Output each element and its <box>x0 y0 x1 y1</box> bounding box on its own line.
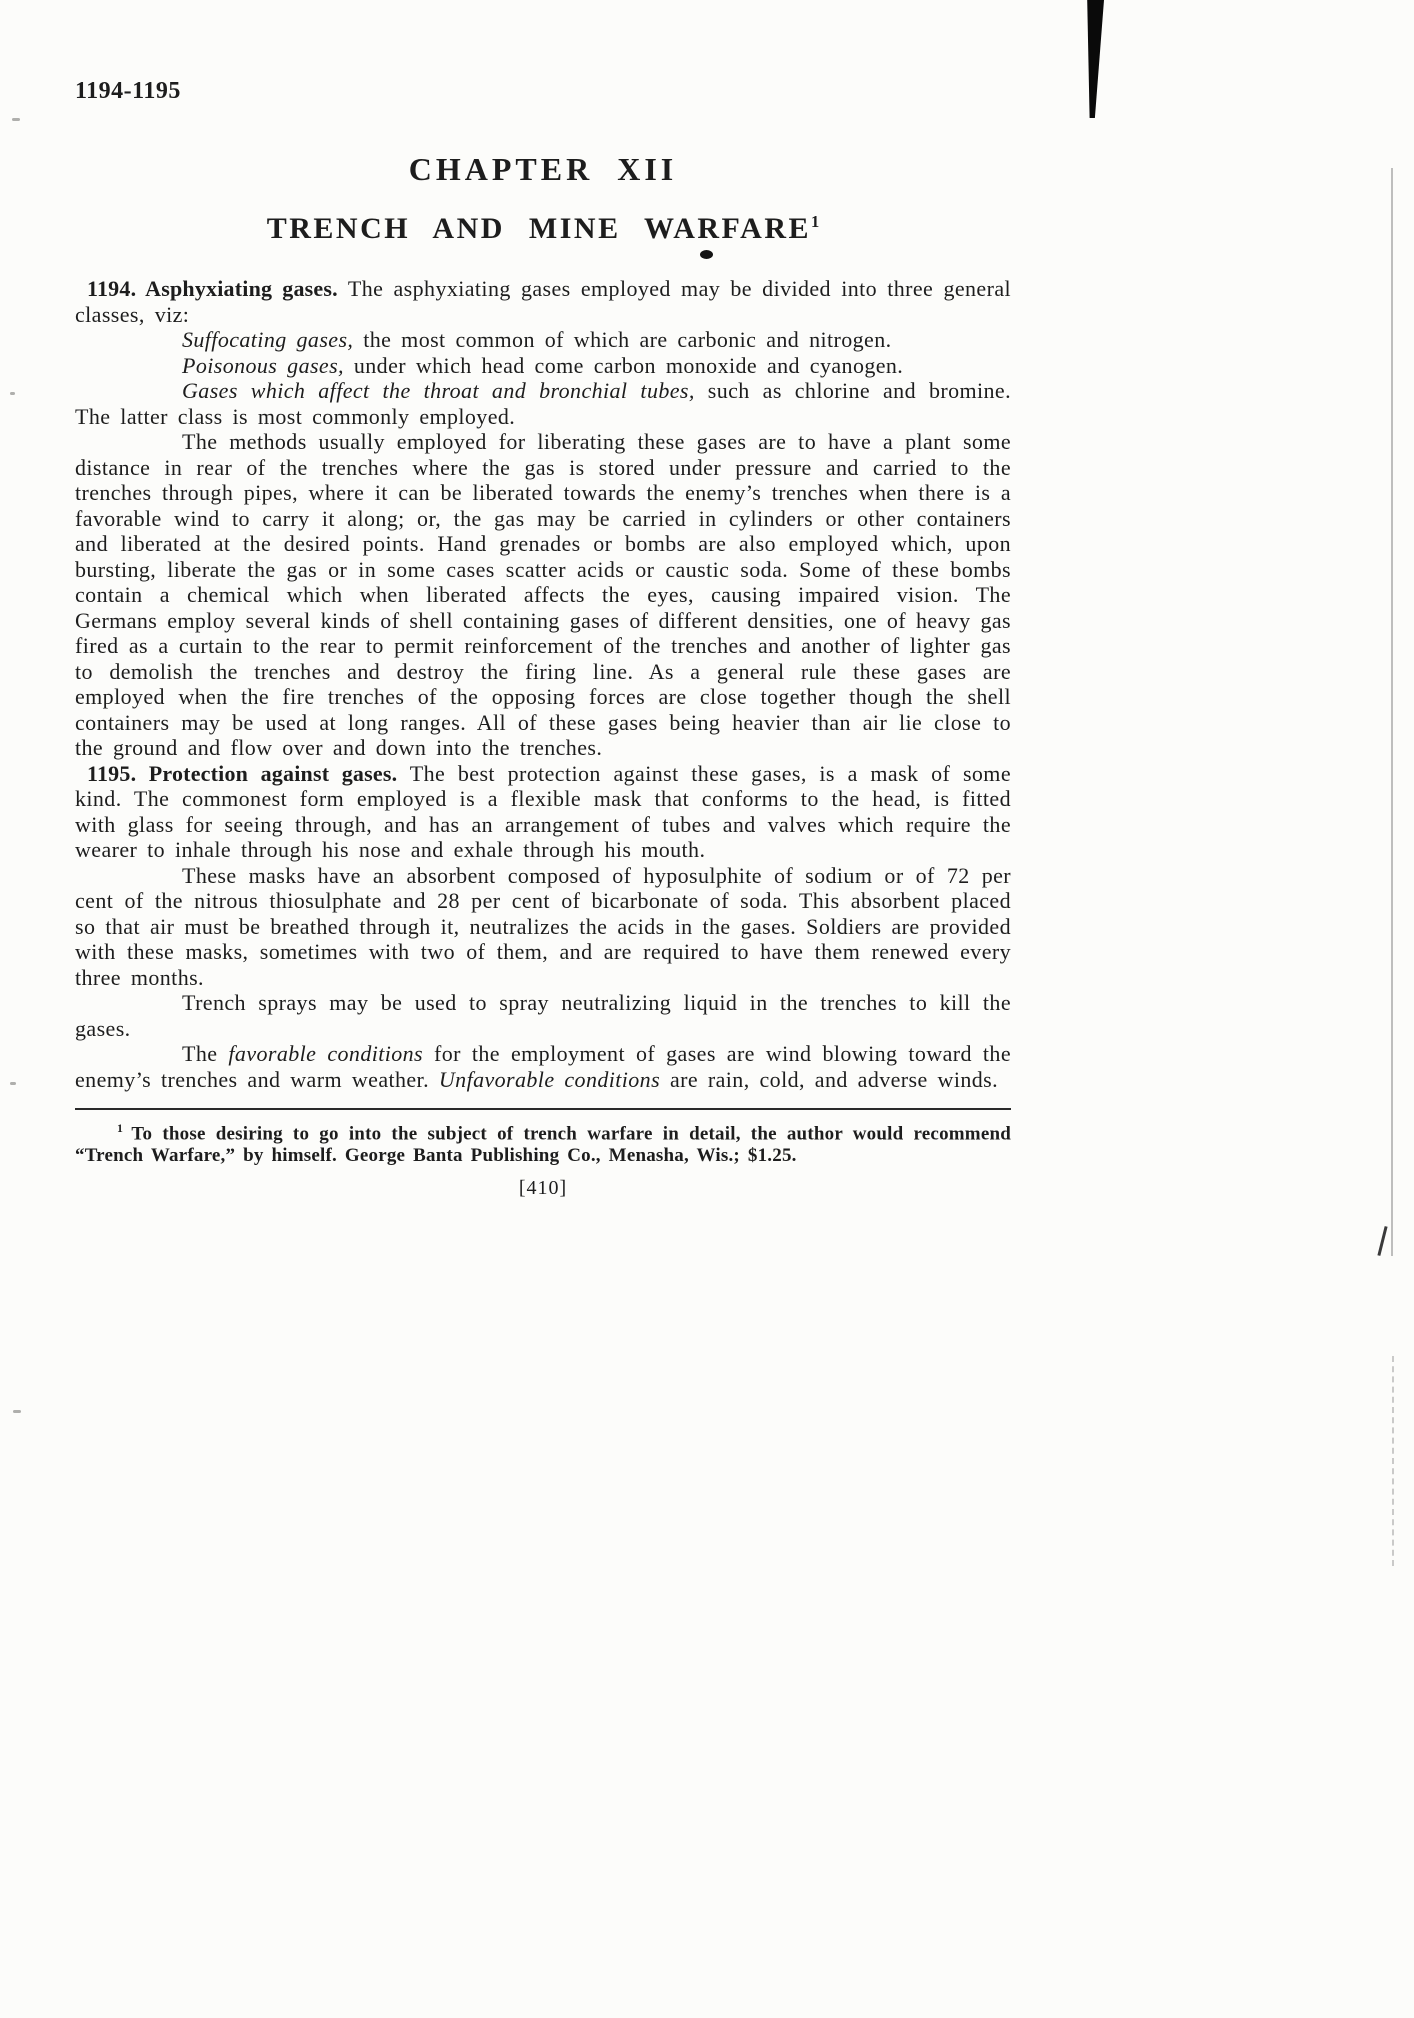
text-run: Gases which affect the throat and bronchial tubes, <box>182 378 708 403</box>
text-run: are rain, cold, and adverse winds. <box>669 1066 998 1092</box>
scan-artifact-margin-tick <box>12 118 20 121</box>
section-title <box>75 212 1011 246</box>
para-1194-asphyxiating-gases <box>75 276 1011 327</box>
page-content <box>75 0 1011 1200</box>
para-mask-absorbent <box>75 863 1011 991</box>
para-liberating-methods <box>75 429 1011 761</box>
text-run: The <box>182 1041 229 1066</box>
text-run: such as chlorine and bromine. The latter class is most commonly employed. <box>75 378 1011 429</box>
para-suffocating-gases <box>75 327 1011 353</box>
folio-section-numbers: 1194-1195 <box>75 78 181 104</box>
scan-artifact-right-slash-mark <box>1377 1226 1387 1256</box>
text-run: for the employment of gases are wind blowing toward the enemy’s trenches and warm weather. <box>75 1041 1011 1092</box>
footnote-rule <box>75 1108 1011 1110</box>
text-run: To those desiring to go into the subject of trench warfare in detail, the author would recommend “Trench Warfare,” by himself. George Banta Publishing Co., Menasha, Wis.; $1.25. <box>75 1123 1011 1167</box>
text-run: 1 <box>117 1122 132 1135</box>
para-favorable-conditions <box>75 1041 1011 1092</box>
body-text <box>75 276 1011 1092</box>
para-throat-gases <box>75 378 1011 429</box>
scan-artifact-corner-mark <box>1080 0 1104 118</box>
text-run: Unfavorable conditions <box>438 1066 670 1092</box>
para-poisonous-gases <box>75 353 1011 379</box>
scan-artifact-margin-tick <box>13 1410 21 1413</box>
text-run: 1195. Protection against gases. <box>87 760 410 786</box>
para-1195-protection-against-gases <box>75 761 1011 863</box>
scan-artifact-margin-tick <box>10 392 15 395</box>
title-footnote-marker: 1 <box>811 212 820 231</box>
para-trench-sprays <box>75 990 1011 1041</box>
text-run: 1194. Asphyxiating gases. <box>87 276 348 301</box>
text-run: The best protection against these gases, is a mask of some kind. The commonest form employed is a flexible mask that conforms to the head, is fitted with glass for seeing through, and has an arrangement of tubes and valves which require the wearer to inhale through his nose and exhale through his mouth. <box>75 760 1011 862</box>
text-run: Trench sprays may be used to spray neutralizing liquid in the trenches to kill the gases. <box>75 990 1011 1041</box>
scan-artifact-margin-tick <box>10 1082 16 1085</box>
scan-artifact-right-edge-line <box>1391 168 1393 1256</box>
text-run: These masks have an absorbent composed of hyposulphite of sodium or of 72 per cent of the nitrous thiosulphate and 28 per cent of bicarbonate of soda. This absorbent placed so that air must be breathed through it, neutralizes the acids in the gases. Soldiers are provided with these masks, sometimes with two of them, and are required to have them renewed every three months. <box>75 862 1011 990</box>
text-run: the most common of which are carbonic and nitrogen. <box>363 327 892 352</box>
scan-artifact-right-dashed-line <box>1392 1356 1394 1566</box>
text-run: Suffocating gases, <box>182 327 364 352</box>
text-run: The methods usually employed for liberating these gases are to have a plant some distance in rear of the trenches where the gas is stored under pressure and carried to the trenches through pipes, where it can be liberated towards the enemy’s trenches when there is a favorable wind to carry it along; or, the gas may be carried in cylinders or other containers and liberated at the desired points. Hand grenades or bombs are also employed which, upon bursting, liberate the gas or in some cases scatter acids or caustic soda. Some of these bombs contain a chemical which when liberated affects the eyes, causing impaired vision. The Germans employ several kinds of shell containing gases of different densities, one of heavy gas fired as a curtain to the rear to permit reinforcement of the trenches and another of lighter gas to demolish the trenches and destroy the firing line. As a general rule these gases are employed when the fire trenches of the opposing forces are close together though the shell containers may be used at long ranges. All of these gases being heavier than air lie close to the ground and flow over and down into the trenches. <box>75 429 1011 760</box>
footnote <box>75 1118 1011 1167</box>
text-run: under which head come carbon monoxide and cyanogen. <box>353 352 904 378</box>
text-run: favorable conditions <box>228 1041 435 1066</box>
section-title-text: TRENCH AND MINE WARFARE <box>266 212 811 245</box>
text-run: The asphyxiating gases employed may be divided into three general classes, viz: <box>75 276 1011 327</box>
text-run: Poisonous gases, <box>182 352 354 378</box>
page-number: [410] <box>518 1177 568 1200</box>
chapter-heading: CHAPTER XII <box>408 151 678 187</box>
